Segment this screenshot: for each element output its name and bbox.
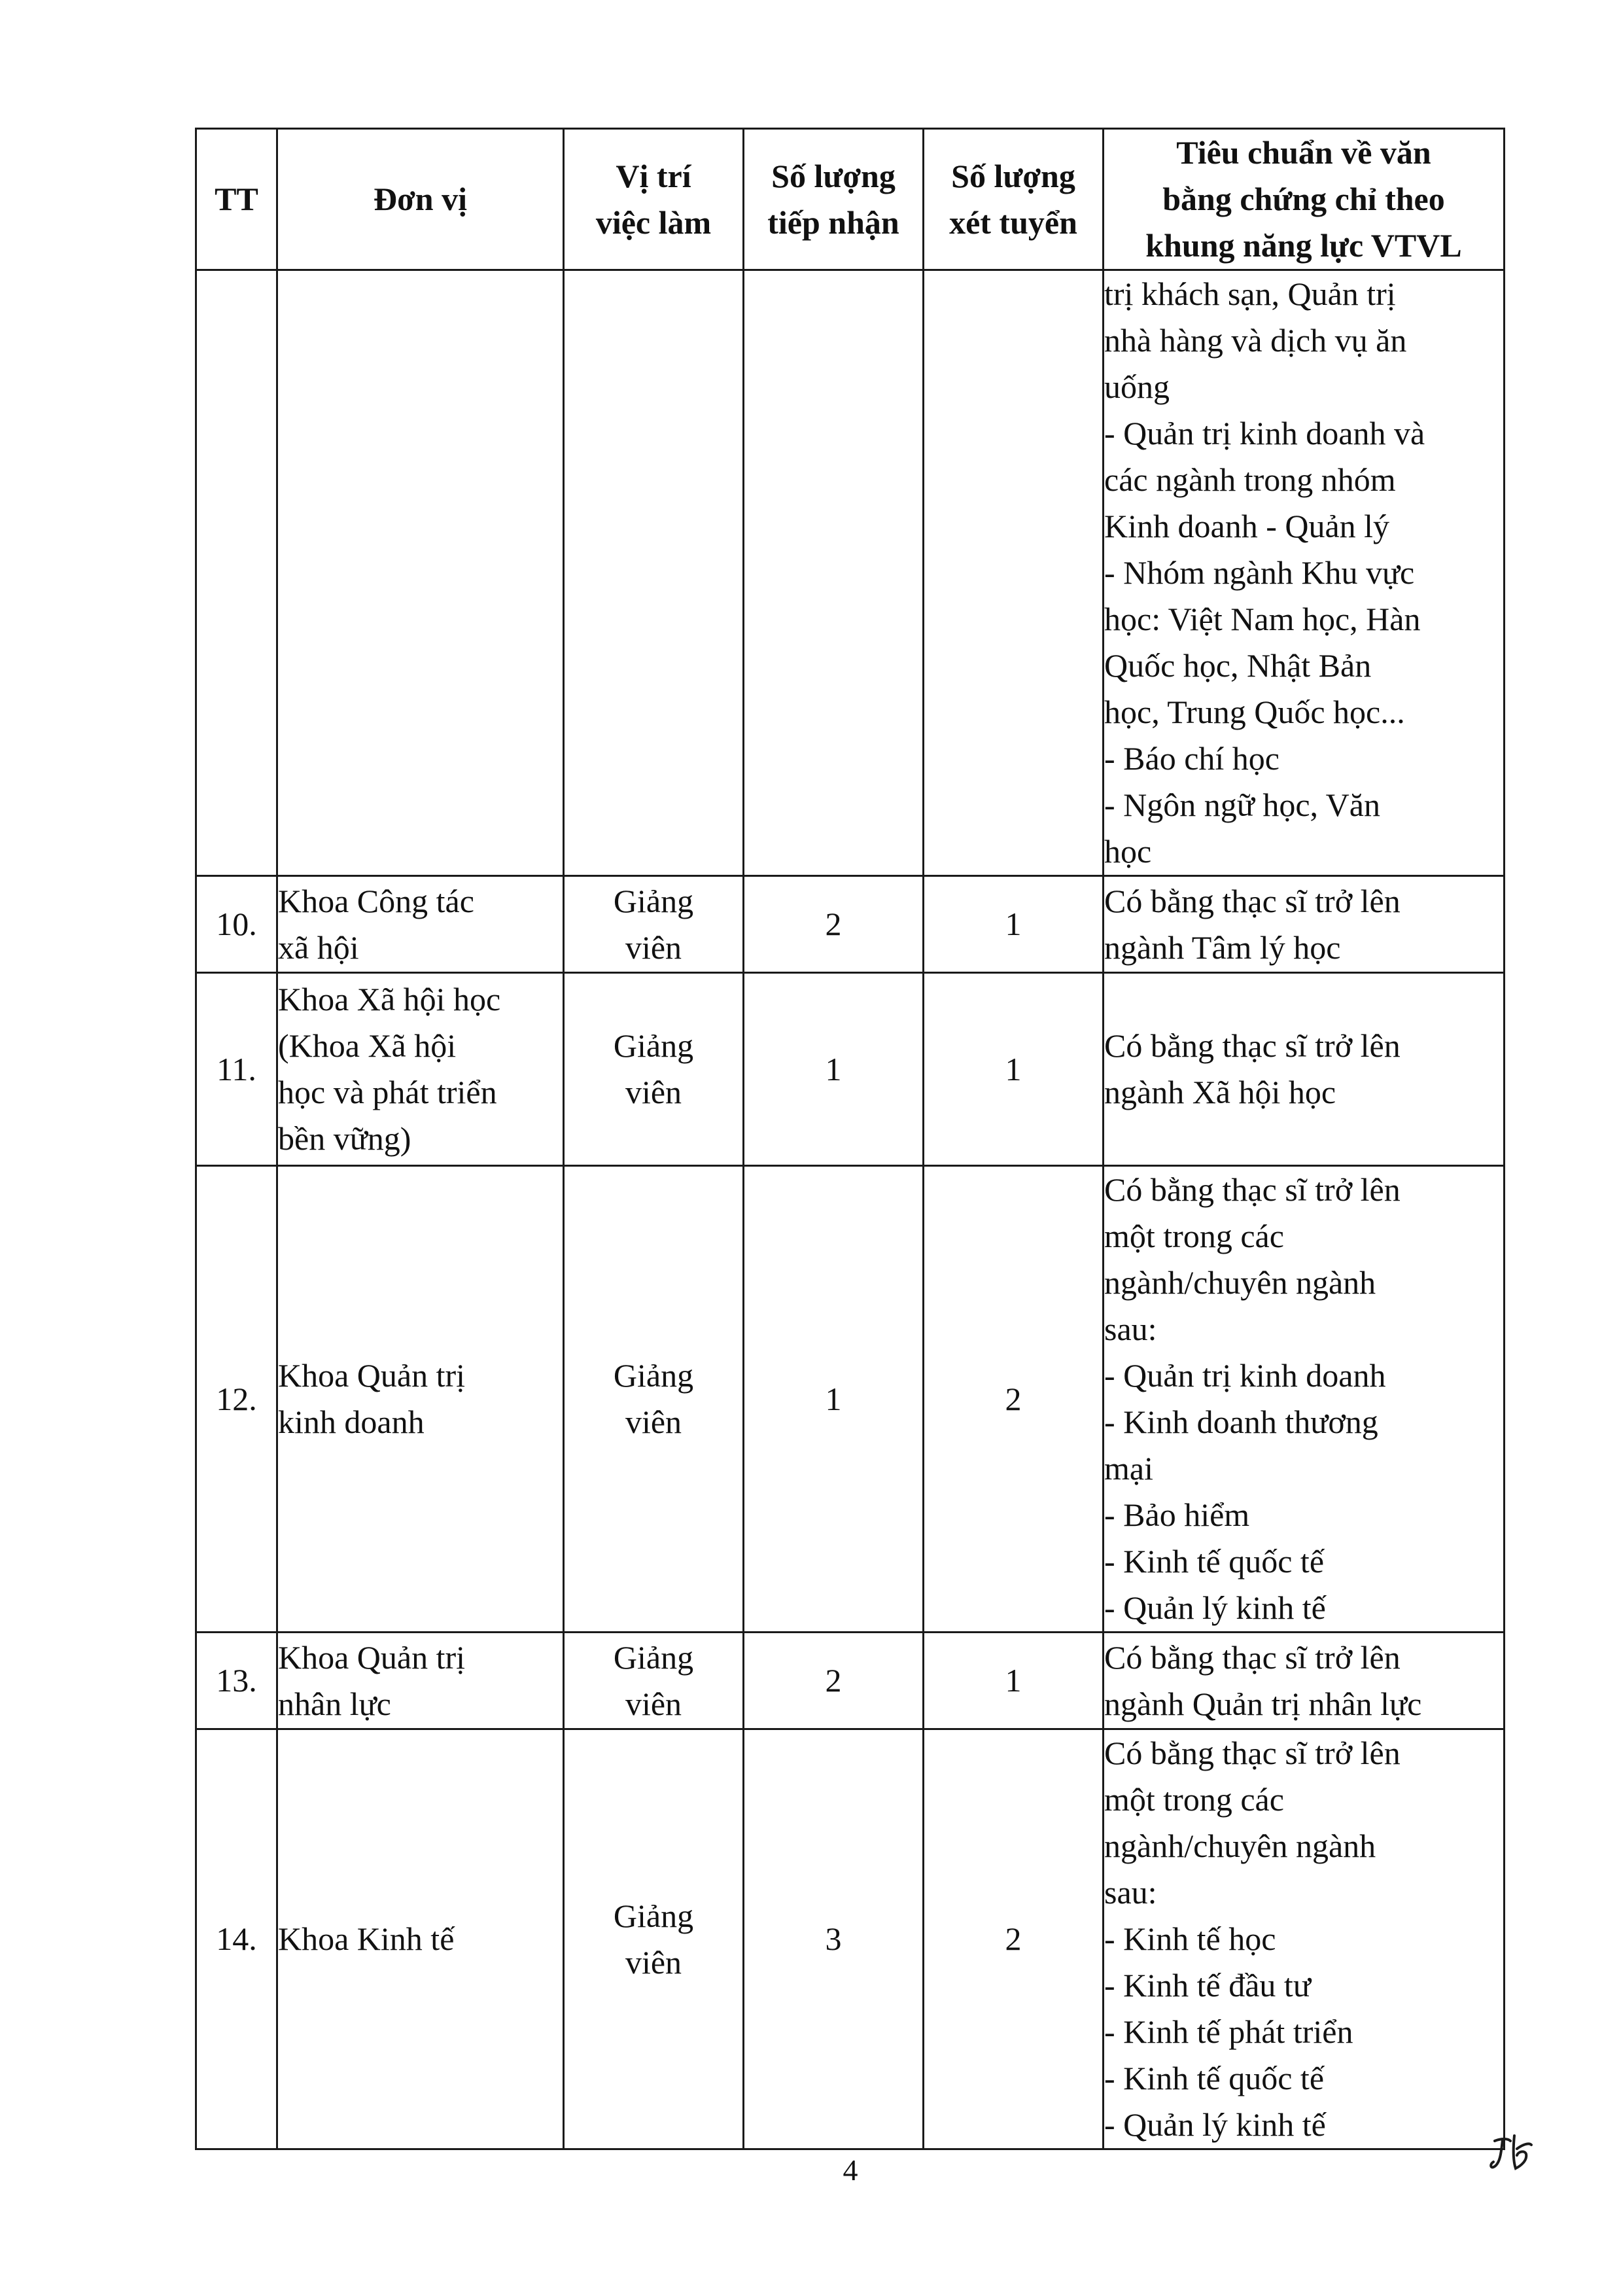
header-standard-line: Tiêu chuẩn về văn [1176,134,1431,171]
cell-select: 1 [924,876,1104,973]
standard-line: ngành/chuyên ngành [1104,1264,1376,1301]
cell-select: 2 [924,1166,1104,1633]
header-unit: Đơn vị [277,129,564,270]
header-standard [1104,129,1505,270]
header-receive-line: tiếp nhận [767,203,899,241]
cell-select: 1 [924,1633,1104,1729]
cell-tt [196,270,277,876]
cell-tt: 14. [196,1729,277,2149]
position-line: Giảng [613,882,694,919]
unit-line: Khoa Xã hội học [278,981,501,1017]
standard-line: - Báo chí học [1104,740,1280,777]
standard-line: sau: [1104,1311,1157,1347]
standard-line: - Kinh tế đầu tư [1104,1967,1311,2004]
standard-line: - Bảo hiểm [1104,1496,1250,1533]
cell-receive: 2 [744,1633,924,1729]
standard-line: ngành Xã hội học [1104,1074,1336,1110]
cell-position [564,1166,744,1633]
cell-select [924,270,1104,876]
cell-unit [277,1729,564,2149]
cell-receive: 1 [744,1166,924,1633]
cell-position [564,270,744,876]
header-receive [744,129,924,270]
cell-standard [1104,1166,1505,1633]
signature-initials-icon [1488,2127,1541,2179]
page-number: 4 [843,2153,858,2187]
standard-line: sau: [1104,1874,1157,1911]
standard-line: - Kinh tế học [1104,1920,1276,1957]
position-line: viên [625,1943,682,1981]
unit-line: Khoa Quản trị [278,1357,466,1394]
cell-position [564,973,744,1166]
cell-standard [1104,876,1505,973]
position-line: viên [625,1074,682,1110]
cell-standard [1104,973,1505,1166]
standard-line: ngành/chuyên ngành [1104,1828,1376,1864]
standard-line: mại [1104,1450,1153,1487]
header-position [564,129,744,270]
standard-line: - Kinh tế quốc tế [1104,1543,1325,1580]
header-receive-line: Số lượng [771,157,896,194]
standard-line: Có bằng thạc sĩ trở lên [1104,1027,1401,1064]
standard-line: Có bằng thạc sĩ trở lên [1104,882,1401,919]
cell-tt: 11. [196,973,277,1166]
continuation-row [196,270,1505,876]
position-line: Giảng [613,1897,694,1934]
recruitment-table [195,128,1505,2150]
unit-line: Khoa Quản trị [278,1638,466,1676]
standard-line: một trong các [1104,1218,1284,1254]
header-standard-line: bằng chứng chỉ theo [1162,181,1445,217]
standard-line: học: Việt Nam học, Hàn [1104,601,1421,637]
table-row [196,1729,1505,2149]
unit-line: Khoa Kinh tế [278,1920,455,1957]
cell-select: 1 [924,973,1104,1166]
standard-line: - Nhóm ngành Khu vực [1104,554,1415,591]
cell-standard [1104,1729,1505,2149]
position-line: viên [625,1685,682,1722]
cell-select: 2 [924,1729,1104,2149]
position-line: viên [625,928,682,966]
standard-line: Có bằng thạc sĩ trở lên [1104,1735,1401,1771]
unit-line: nhân lực [278,1685,391,1722]
header-tt: TT [196,129,277,270]
cell-receive: 1 [744,973,924,1166]
standard-line: - Ngôn ngữ học, Văn [1104,786,1380,823]
unit-line: học và phát triển [278,1074,497,1110]
table-row [196,973,1505,1166]
header-position-line: Vị trí [616,157,691,194]
unit-line: Khoa Công tác [278,882,474,919]
position-line: Giảng [613,1638,694,1676]
cell-position [564,876,744,973]
standard-line: - Quản trị kinh doanh [1104,1357,1386,1394]
standard-line: - Quản lý kinh tế [1104,1589,1326,1626]
standard-line: - Kinh tế phát triển [1104,2013,1353,2050]
standard-line: - Kinh tế quốc tế [1104,2060,1325,2096]
standard-line: các ngành trong nhóm [1104,461,1396,498]
position-line: Giảng [613,1357,694,1394]
cell-unit [277,270,564,876]
standard-line: học, Trung Quốc học... [1104,694,1405,730]
position-line: viên [625,1404,682,1440]
table-row [196,876,1505,973]
standard-line: Kinh doanh - Quản lý [1104,508,1390,544]
unit-line: xã hội [278,928,359,966]
header-select-line: xét tuyển [949,203,1077,241]
cell-unit [277,1166,564,1633]
cell-unit [277,1633,564,1729]
unit-line: bền vững) [278,1120,411,1157]
standard-line: uống [1104,368,1170,405]
standard-line: trị khách sạn, Quản trị [1104,275,1396,312]
header-row [196,129,1505,270]
standard-line: học [1104,833,1152,870]
header-standard-line: khung năng lực VTVL [1145,227,1462,264]
cell-receive: 2 [744,876,924,973]
unit-line: kinh doanh [278,1404,425,1440]
cell-tt: 12. [196,1166,277,1633]
cell-tt: 13. [196,1633,277,1729]
standard-line: - Quản trị kinh doanh và [1104,415,1425,451]
standard-line: nhà hàng và dịch vụ ăn [1104,322,1407,359]
standard-line: Có bằng thạc sĩ trở lên [1104,1171,1401,1208]
standard-line: - Kinh doanh thương [1104,1404,1378,1440]
cell-receive [744,270,924,876]
standard-line: Có bằng thạc sĩ trở lên [1104,1638,1401,1676]
cell-standard [1104,270,1505,876]
header-select-line: Số lượng [951,157,1075,194]
standard-line: ngành Tâm lý học [1104,928,1341,966]
cell-tt: 10. [196,876,277,973]
standard-line: - Quản lý kinh tế [1104,2106,1326,2143]
table-row [196,1166,1505,1633]
cell-receive: 3 [744,1729,924,2149]
cell-position [564,1729,744,2149]
cell-unit [277,973,564,1166]
position-line: Giảng [613,1027,694,1064]
header-position-line: việc làm [595,203,712,241]
standard-line: Quốc học, Nhật Bản [1104,647,1372,684]
table-row [196,1633,1505,1729]
standard-line: một trong các [1104,1781,1284,1818]
cell-position [564,1633,744,1729]
header-select [924,129,1104,270]
cell-standard [1104,1633,1505,1729]
unit-line: (Khoa Xã hội [278,1027,457,1064]
cell-unit [277,876,564,973]
standard-line: ngành Quản trị nhân lực [1104,1685,1422,1722]
